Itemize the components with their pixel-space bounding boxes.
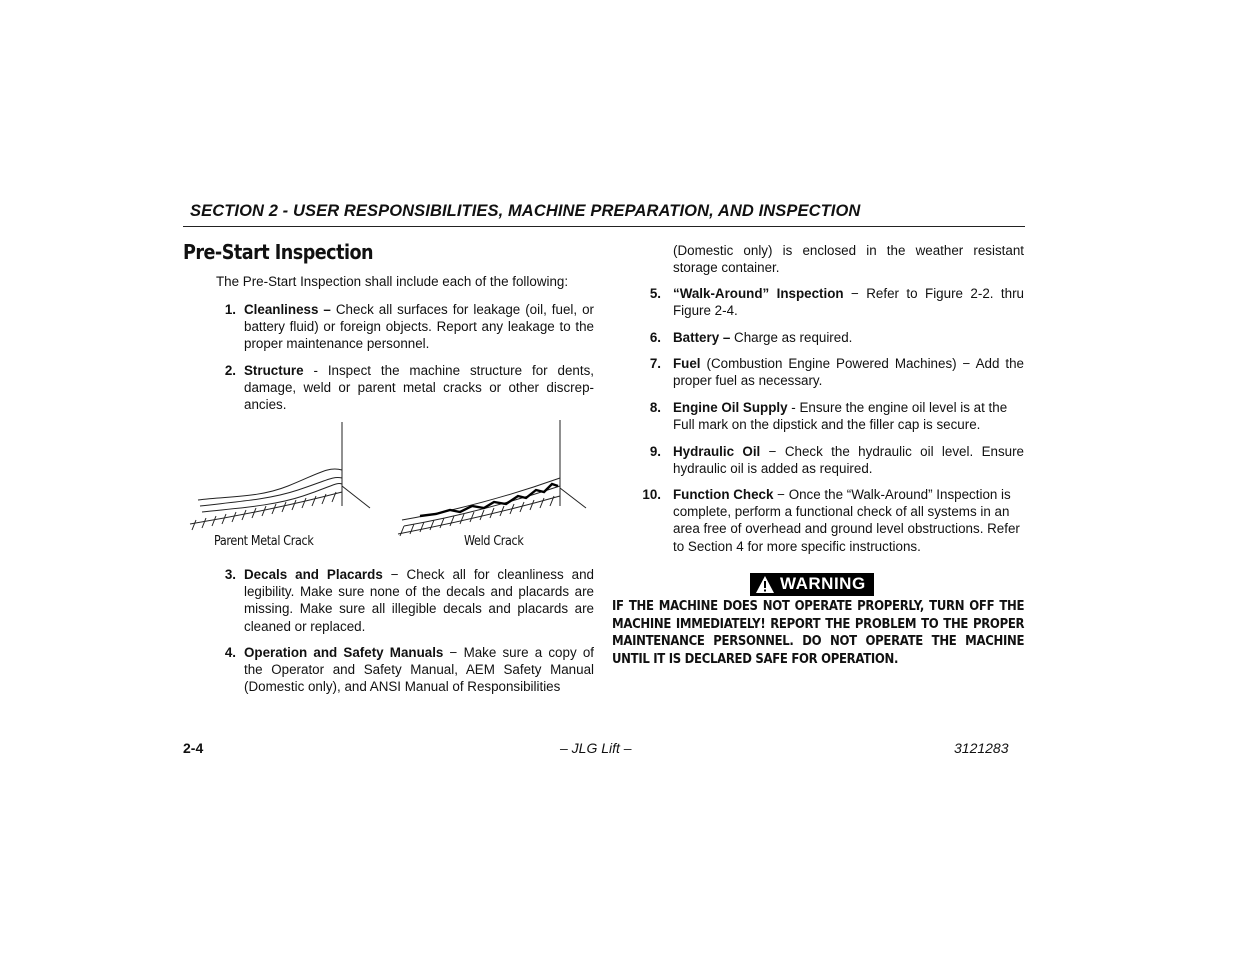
caption-parent-metal-crack: Parent Metal Crack bbox=[214, 534, 314, 549]
item-number: 9. bbox=[649, 444, 661, 459]
page-title: Pre-Start Inspection bbox=[183, 240, 374, 264]
item-number: 5. bbox=[649, 286, 661, 301]
item-lead: Decals and Placards bbox=[244, 567, 383, 582]
item-number: 6. bbox=[649, 330, 661, 345]
item-lead: Function Check bbox=[673, 487, 774, 502]
item-text: Check all surfaces for leakage (oil, fuel, or battery fluid) or foreign objects. Report any leakage to the proper maintenance personnel. bbox=[244, 302, 594, 352]
item-number: 1. bbox=[224, 302, 236, 317]
item-number: 4. bbox=[224, 645, 236, 660]
caption-weld-crack: Weld Crack bbox=[464, 534, 524, 549]
left-bead-top bbox=[198, 469, 342, 500]
item-text: Charge as required. bbox=[730, 330, 853, 345]
warning-label: WARNING bbox=[780, 574, 866, 593]
warning-text: IF THE MACHINE DOES NOT OPERATE PROPERLY, TURN OFF THE MACHINE IMMEDIATELY! REPORT THE PROBLEM TO THE PROPER MAINTENANCE PERSONNEL. DO NOT OPERATE THE MACHINE UNTIL IT IS DECLARED SAFE FOR OPERATION. bbox=[612, 599, 1025, 667]
item-text: − Once the “Walk-Around” Inspection is complete, perform a functional check of all systems in an area free of overhead and ground level obstructions. Refer to Section 4 for more specific instructions. bbox=[673, 487, 1020, 554]
item-lead: “Walk-Around” Inspection bbox=[673, 286, 844, 301]
footer-brand: – JLG Lift – bbox=[560, 740, 632, 756]
left-base-line bbox=[190, 492, 342, 524]
page-number: 2-4 bbox=[183, 740, 204, 756]
item-number: 8. bbox=[649, 400, 661, 415]
crack-illustration bbox=[188, 416, 598, 556]
right-bead-top bbox=[402, 478, 560, 520]
item-lead: Operation and Safety Manuals bbox=[244, 645, 444, 660]
item-text: - Inspect the machine structure for dents, damage, weld or parent metal cracks or other discrep-ancies. bbox=[244, 363, 594, 413]
right-leader-line bbox=[560, 488, 586, 508]
document-number: 3121283 bbox=[954, 740, 1009, 756]
header-rule bbox=[183, 226, 1025, 227]
item-text: (Domestic only) is enclosed in the weather resistant storage container. bbox=[673, 243, 1024, 276]
item-number: 3. bbox=[224, 567, 236, 582]
intro-text: The Pre-Start Inspection shall include each of the following: bbox=[216, 274, 569, 289]
item-lead: Cleanliness – bbox=[244, 302, 331, 317]
item-text: − Refer to Figure 2-2. thru Figure 2-4. bbox=[673, 286, 1024, 319]
item-lead: Engine Oil Supply bbox=[673, 400, 788, 415]
warning-badge bbox=[750, 573, 874, 596]
warning-triangle-icon bbox=[755, 575, 775, 594]
item-lead: Structure bbox=[244, 363, 304, 378]
item-lead: Fuel bbox=[673, 356, 701, 371]
item-text: - Ensure the engine oil level is at the Full mark on the dipstick and the filler cap is secure. bbox=[673, 400, 1008, 433]
section-header: SECTION 2 - USER RESPONSIBILITIES, MACHINE PREPARATION, AND INSPECTION bbox=[190, 202, 861, 220]
item-lead: Battery – bbox=[673, 330, 731, 345]
item-text: − Make sure a copy of the Operator and Safety Manual, AEM Safety Manual (Domestic only), and ANSI Manual of Responsibilities bbox=[244, 645, 594, 695]
item-number: 7. bbox=[649, 356, 661, 371]
left-leader-line bbox=[342, 486, 370, 508]
item-number: 2. bbox=[224, 363, 236, 378]
item-number: 10. bbox=[642, 487, 661, 502]
item-text: (Combustion Engine Powered Machines) − Add the proper fuel as necessary. bbox=[673, 356, 1024, 389]
item-text: − Check all for cleanliness and legibility. Make sure none of the decals and placards are missing. Make sure all illegible decals and placards are cleaned or replaced. bbox=[244, 567, 594, 634]
item-text: − Check the hydraulic oil level. Ensure hydraulic oil is added as required. bbox=[673, 444, 1024, 477]
item-lead: Hydraulic Oil bbox=[673, 444, 761, 459]
